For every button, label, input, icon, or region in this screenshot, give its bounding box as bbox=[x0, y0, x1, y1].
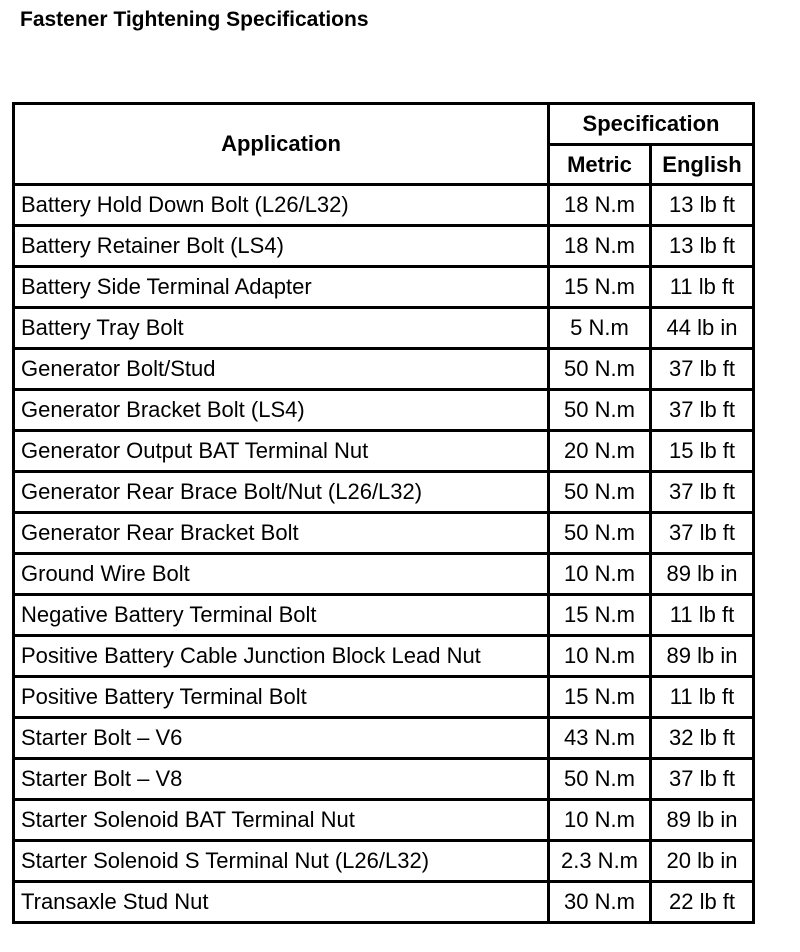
table-row bbox=[14, 349, 754, 390]
application-cell: Starter Solenoid S Terminal Nut (L26/L32) bbox=[14, 841, 549, 882]
metric-value-cell: 15 N.m bbox=[549, 677, 651, 718]
english-value-cell: 15 lb ft bbox=[651, 431, 754, 472]
application-cell: Generator Rear Brace Bolt/Nut (L26/L32) bbox=[14, 472, 549, 513]
english-value-cell: 37 lb ft bbox=[651, 349, 754, 390]
application-cell: Generator Rear Bracket Bolt bbox=[14, 513, 549, 554]
column-header-metric: Metric bbox=[549, 145, 651, 185]
table-row bbox=[14, 718, 754, 759]
metric-value-cell: 50 N.m bbox=[549, 472, 651, 513]
metric-value-cell: 50 N.m bbox=[549, 390, 651, 431]
table-row bbox=[14, 226, 754, 267]
english-value-cell: 11 lb ft bbox=[651, 595, 754, 636]
application-cell: Negative Battery Terminal Bolt bbox=[14, 595, 549, 636]
english-value-cell: 89 lb in bbox=[651, 554, 754, 595]
table-row bbox=[14, 677, 754, 718]
metric-value-cell: 43 N.m bbox=[549, 718, 651, 759]
table-row bbox=[14, 841, 754, 882]
table-row bbox=[14, 513, 754, 554]
application-cell: Battery Tray Bolt bbox=[14, 308, 549, 349]
metric-value-cell: 10 N.m bbox=[549, 800, 651, 841]
english-value-cell: 89 lb in bbox=[651, 800, 754, 841]
english-value-cell: 13 lb ft bbox=[651, 185, 754, 226]
column-header-application: Application bbox=[14, 104, 549, 185]
application-cell: Ground Wire Bolt bbox=[14, 554, 549, 595]
table-row bbox=[14, 472, 754, 513]
english-value-cell: 37 lb ft bbox=[651, 513, 754, 554]
column-header-english: English bbox=[651, 145, 754, 185]
metric-value-cell: 5 N.m bbox=[549, 308, 651, 349]
page-title: Fastener Tightening Specifications bbox=[20, 8, 369, 31]
metric-value-cell: 10 N.m bbox=[549, 636, 651, 677]
table-row bbox=[14, 759, 754, 800]
table-row bbox=[14, 554, 754, 595]
application-cell: Generator Output BAT Terminal Nut bbox=[14, 431, 549, 472]
english-value-cell: 20 lb in bbox=[651, 841, 754, 882]
application-cell: Starter Bolt – V6 bbox=[14, 718, 549, 759]
english-value-cell: 37 lb ft bbox=[651, 759, 754, 800]
english-value-cell: 89 lb in bbox=[651, 636, 754, 677]
application-cell: Generator Bracket Bolt (LS4) bbox=[14, 390, 549, 431]
application-cell: Starter Solenoid BAT Terminal Nut bbox=[14, 800, 549, 841]
english-value-cell: 44 lb in bbox=[651, 308, 754, 349]
application-cell: Battery Hold Down Bolt (L26/L32) bbox=[14, 185, 549, 226]
fastener-spec-table bbox=[12, 102, 755, 924]
application-cell: Generator Bolt/Stud bbox=[14, 349, 549, 390]
english-value-cell: 37 lb ft bbox=[651, 390, 754, 431]
metric-value-cell: 10 N.m bbox=[549, 554, 651, 595]
table-body bbox=[14, 185, 754, 923]
application-cell: Battery Side Terminal Adapter bbox=[14, 267, 549, 308]
metric-value-cell: 15 N.m bbox=[549, 595, 651, 636]
english-value-cell: 11 lb ft bbox=[651, 267, 754, 308]
application-cell: Battery Retainer Bolt (LS4) bbox=[14, 226, 549, 267]
metric-value-cell: 50 N.m bbox=[549, 349, 651, 390]
metric-value-cell: 50 N.m bbox=[549, 759, 651, 800]
application-cell: Transaxle Stud Nut bbox=[14, 882, 549, 923]
application-cell: Positive Battery Terminal Bolt bbox=[14, 677, 549, 718]
table-row bbox=[14, 267, 754, 308]
metric-value-cell: 50 N.m bbox=[549, 513, 651, 554]
table-row bbox=[14, 308, 754, 349]
application-cell: Positive Battery Cable Junction Block Lead Nut bbox=[14, 636, 549, 677]
english-value-cell: 11 lb ft bbox=[651, 677, 754, 718]
table-row bbox=[14, 800, 754, 841]
metric-value-cell: 15 N.m bbox=[549, 267, 651, 308]
table-row bbox=[14, 390, 754, 431]
metric-value-cell: 18 N.m bbox=[549, 226, 651, 267]
metric-value-cell: 18 N.m bbox=[549, 185, 651, 226]
english-value-cell: 13 lb ft bbox=[651, 226, 754, 267]
column-header-specification: Specification bbox=[549, 104, 754, 145]
table-row bbox=[14, 595, 754, 636]
table-row bbox=[14, 185, 754, 226]
english-value-cell: 37 lb ft bbox=[651, 472, 754, 513]
table-row bbox=[14, 431, 754, 472]
english-value-cell: 22 lb ft bbox=[651, 882, 754, 923]
table-header-row bbox=[14, 104, 754, 145]
application-cell: Starter Bolt – V8 bbox=[14, 759, 549, 800]
metric-value-cell: 2.3 N.m bbox=[549, 841, 651, 882]
table-row bbox=[14, 882, 754, 923]
table-row bbox=[14, 636, 754, 677]
metric-value-cell: 20 N.m bbox=[549, 431, 651, 472]
metric-value-cell: 30 N.m bbox=[549, 882, 651, 923]
english-value-cell: 32 lb ft bbox=[651, 718, 754, 759]
